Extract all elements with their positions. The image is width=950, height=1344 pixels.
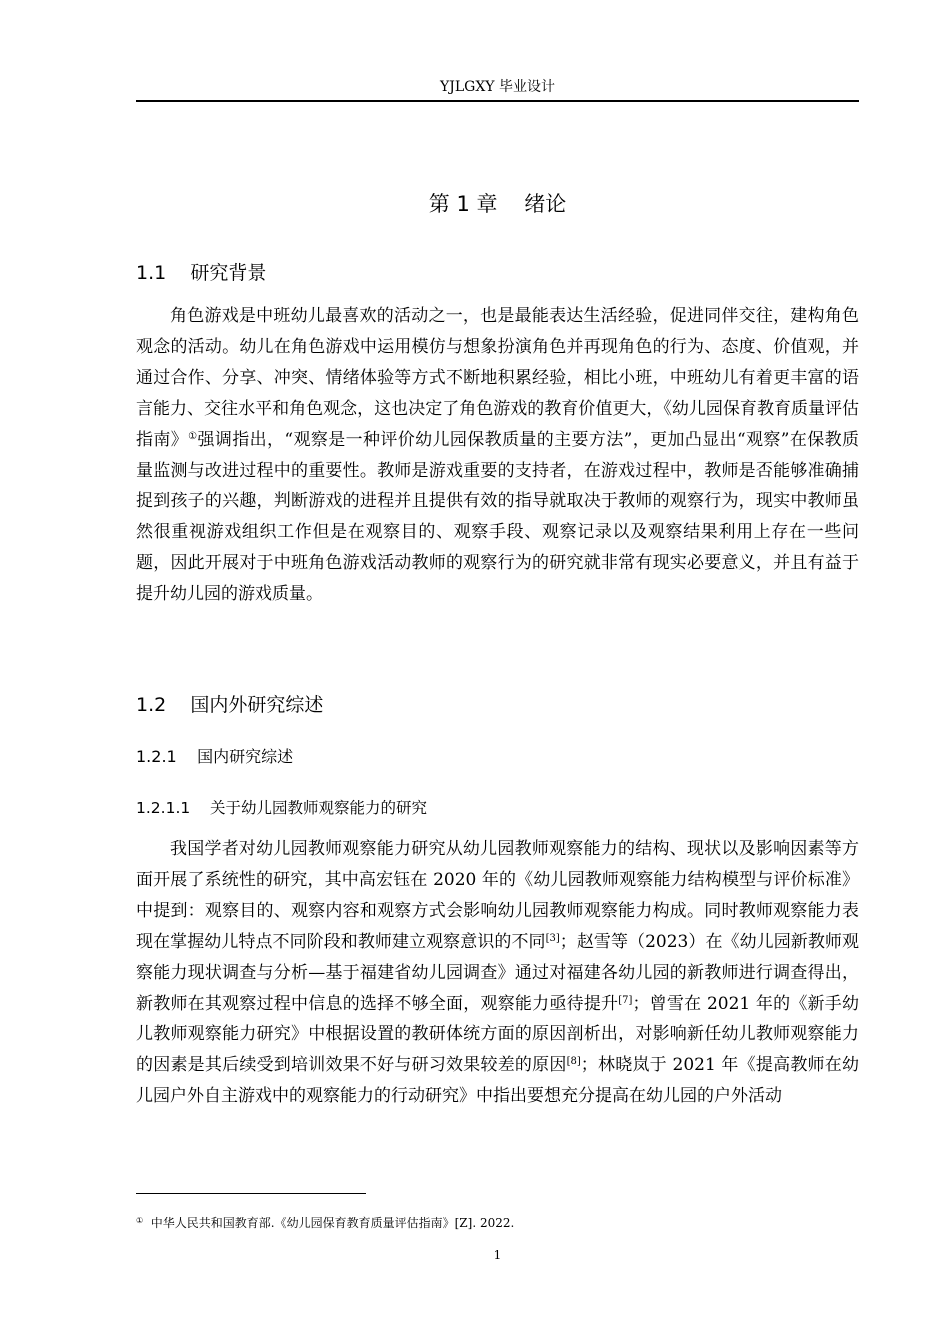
subsection-number: 1.2.1 bbox=[136, 747, 177, 766]
paragraph-text: ；赵雪等（2023）在《幼儿园新教师观察能力现状调查与分析—基于福建省幼儿园调查》通过对福建各幼儿园的新教师进行调查得出，新教师在其观察过程中信息的选择不够全面，观察能力亟待提升 bbox=[136, 931, 859, 1014]
citation-reference[interactable]: [8] bbox=[566, 1056, 581, 1068]
paragraph-text: 强调指出，“观察是一种评价幼儿园保教质量的主要方法”，更加凸显出“观察”在保教质量监测与改进过程中的重要性。教师是游戏重要的支持者，在游戏过程中，教师是否能够准确捕捉到孩子的兴趣，判断游戏的进程并且提供有效的指导就取决于教师的观察行为，现实中教师虽然很重视游戏组织工作但是在观察目的、观察手段、观察记录以及观察结果利用上存在一些问题，因此开展对于中班角色游戏活动教师的观察行为的研究就非常有现实必要意义，并且有益于提升幼儿园的游戏质量。 bbox=[136, 429, 859, 605]
section-heading-1-2 bbox=[136, 690, 323, 720]
section-title: 国内外研究综述 bbox=[190, 694, 324, 716]
footnote bbox=[136, 1214, 514, 1232]
paragraph-text: ；林晓岚于 2021 年《提高教师在幼儿园户外自主游戏中的观察能力的行动研究》中指出要想充分提高在幼儿园的户外活动 bbox=[136, 1055, 859, 1107]
subsubsection-heading-1-2-1-1 bbox=[136, 795, 427, 821]
section-title: 研究背景 bbox=[190, 262, 267, 284]
footnote-reference[interactable]: ① bbox=[188, 430, 198, 442]
footnote-text: 中华人民共和国教育部.《幼儿园保育教育质量评估指南》[Z]. 2022. bbox=[143, 1216, 515, 1230]
section-number: 1.1 bbox=[136, 262, 167, 284]
footnote-rule bbox=[136, 1193, 366, 1194]
background-paragraph bbox=[136, 301, 859, 610]
section-number: 1.2 bbox=[136, 694, 167, 716]
chapter-title: 第 1 章 绪论 bbox=[428, 192, 567, 216]
subsection-title: 国内研究综述 bbox=[197, 747, 294, 766]
footnote-marker: ① bbox=[136, 1216, 144, 1225]
subsubsection-title: 关于幼儿园教师观察能力的研究 bbox=[209, 799, 427, 817]
header-rule bbox=[136, 100, 859, 102]
citation-reference[interactable]: [7] bbox=[618, 994, 633, 1006]
citation-reference[interactable]: [3] bbox=[545, 932, 560, 944]
observation-research-paragraph bbox=[136, 834, 859, 1112]
paragraph-text: 我国学者对幼儿园教师观察能力研究从幼儿园教师观察能力的结构、现状以及影响因素等方面开展了系统性的研究，其中高宏钰在 2020 年的《幼儿园教师观察能力结构模型与评价标准》中提到：观察目的、观察内容和观察方式会影响幼儿园教师观察能力构成。同时教师观察能力表现在掌握幼儿特点不同阶段和教师建立观察意识的不同 bbox=[136, 839, 859, 952]
paragraph-text: 角色游戏是中班幼儿最喜欢的活动之一，也是最能表达生活经验，促进同伴交往，建构角色观念的活动。幼儿在角色游戏中运用模仿与想象扮演角色并再现角色的行为、态度、价值观，并通过合作、分享、冲突、情绪体验等方式不断地积累经验，相比小班，中班幼儿有着更丰富的语言能力、交往水平和角色观念，这也决定了角色游戏的教育价值更大，《幼儿园保育教育质量评估指南》 bbox=[136, 306, 859, 450]
section-heading-1-1 bbox=[136, 258, 266, 288]
subsubsection-number: 1.2.1.1 bbox=[136, 799, 191, 817]
page-header: YJLGXY 毕业设计 bbox=[440, 79, 555, 95]
paragraph-text: ；曾雪在 2021 年的《新手幼儿教师观察能力研究》中根据设置的教研体统方面的原因剖析出，对影响新任幼儿教师观察能力的因素是其后续受到培训效果不好与研习效果较差的原因 bbox=[136, 993, 859, 1076]
page-number: 1 bbox=[493, 1248, 502, 1262]
subsection-heading-1-2-1 bbox=[136, 744, 293, 770]
